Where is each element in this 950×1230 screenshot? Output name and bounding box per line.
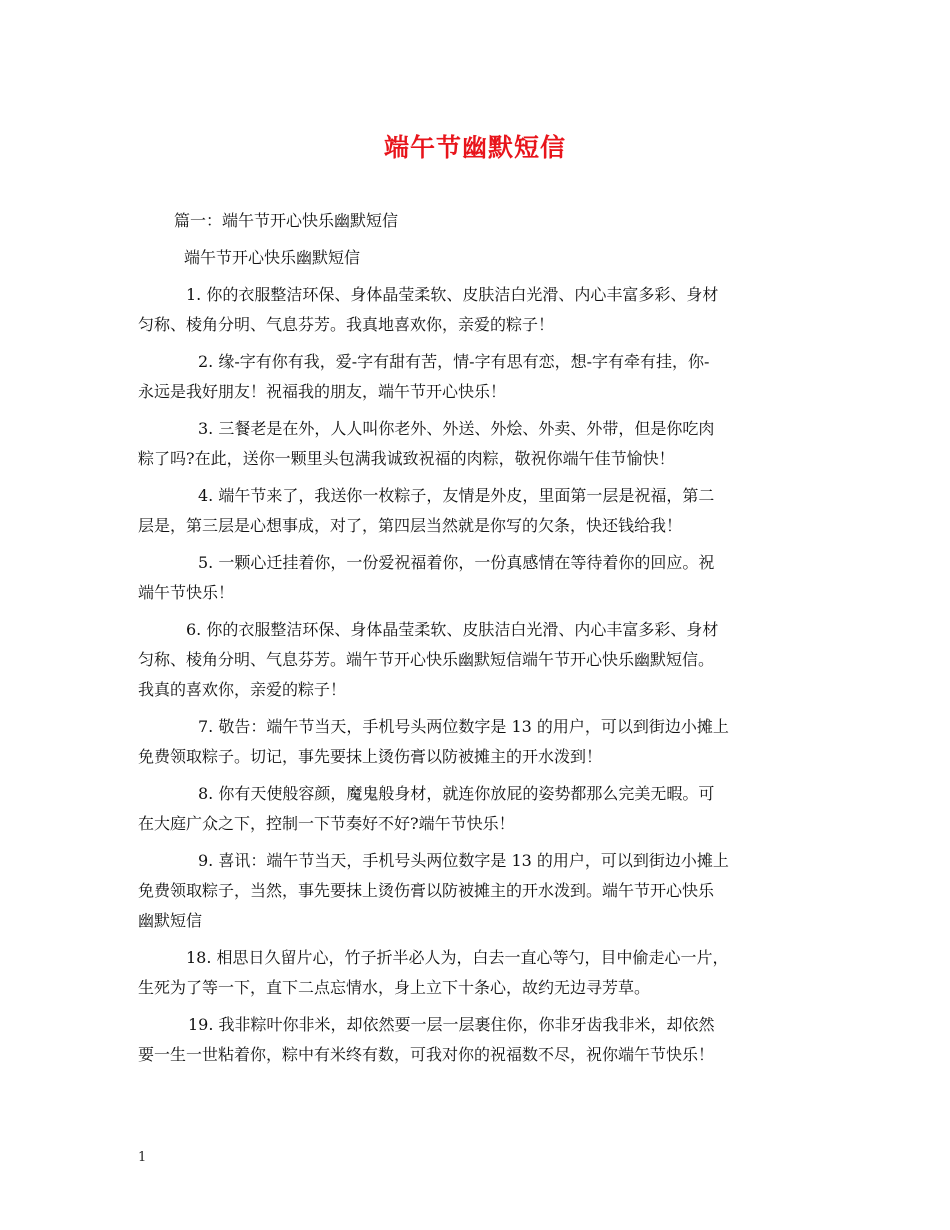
page-number: 1: [138, 1150, 147, 1165]
paragraph: [138, 615, 814, 705]
paragraph-line: 要一生一世粘着你，粽中有米终有数，可我对你的祝福数不尽，祝你端午节快乐！: [138, 1045, 715, 1064]
paragraph: [138, 481, 814, 541]
paragraph-line: 我真的喜欢你，亲爱的粽子！: [138, 680, 347, 699]
paragraph-line: 永远是我好朋友！祝福我的朋友，端午节开心快乐！: [138, 382, 507, 401]
paragraph-line: 7. 敬告：端午节当天，手机号头两位数字是 13 的用户，可以到街边小摊上: [198, 717, 729, 736]
paragraph: [138, 243, 814, 273]
paragraph-line: 1. 你的衣服整洁环保、身体晶莹柔软、皮肤洁白光滑、内心丰富多彩、身材: [186, 285, 719, 304]
paragraph-line: 18. 相思日久留片心，竹子折半必人为，白去一直心等勺，目中偷走心一片，: [186, 948, 729, 967]
paragraph-line: 6. 你的衣服整洁环保、身体晶莹柔软、皮肤洁白光滑、内心丰富多彩、身材: [186, 620, 719, 639]
paragraph-line: 19. 我非粽叶你非米，却依然要一层一层裹住你，你非牙齿我非米，却依然: [188, 1015, 715, 1034]
paragraph-line: 3. 三餐老是在外，人人叫你老外、外送、外烩、外卖、外带，但是你吃肉: [198, 419, 715, 438]
paragraph-line: 粽了吗?在此，送你一颗里头包满我诚致祝福的肉粽，敬祝你端午佳节愉快！: [138, 449, 675, 468]
document-title: 端午节幽默短信: [383, 133, 566, 162]
paragraph: [138, 414, 814, 474]
paragraph: [138, 1010, 814, 1070]
paragraph-line: 4. 端午节来了，我送你一枚粽子，友情是外皮，里面第一层是祝福，第二: [198, 486, 715, 505]
paragraph-line: 层是，第三层是心想事成，对了，第四层当然就是你写的欠条，快还钱给我！: [138, 516, 683, 535]
paragraph: [138, 548, 814, 608]
paragraph: [138, 712, 814, 772]
document-body: [138, 206, 814, 1077]
paragraph-line: 2. 缘-字有你有我，爱-字有甜有苦，情-字有思有恋，想-字有牵有挂，你-: [198, 352, 710, 371]
paragraph-line: 篇一：端午节开心快乐幽默短信: [174, 211, 399, 230]
paragraph-line: 免费领取粽子，当然，事先要抹上烫伤膏以防被摊主的开水泼到。端午节开心快乐: [138, 881, 715, 900]
paragraph-line: 幽默短信: [138, 911, 203, 930]
paragraph-line: 端午节开心快乐幽默短信: [184, 248, 361, 267]
paragraph: [138, 779, 814, 839]
paragraph-line: 匀称、棱角分明、气息芬芳。我真地喜欢你，亲爱的粽子！: [138, 315, 555, 334]
paragraph-line: 8. 你有天使般容颜，魔鬼般身材，就连你放屁的姿势都那么完美无暇。可: [198, 784, 715, 803]
paragraph: [138, 347, 814, 407]
paragraph: [138, 280, 814, 340]
paragraph: [138, 943, 814, 1003]
paragraph-line: 匀称、棱角分明、气息芬芳。端午节开心快乐幽默短信端午节开心快乐幽默短信。: [138, 650, 715, 669]
paragraph: [138, 206, 814, 236]
paragraph-line: 9. 喜讯：端午节当天，手机号头两位数字是 13 的用户，可以到街边小摊上: [198, 851, 729, 870]
paragraph-line: 端午节快乐！: [138, 583, 235, 602]
paragraph: [138, 846, 814, 936]
paragraph-line: 免费领取粽子。切记，事先要抹上烫伤膏以防被摊主的开水泼到！: [138, 747, 603, 766]
paragraph-line: 在大庭广众之下，控制一下节奏好不好?端午节快乐！: [138, 814, 515, 833]
paragraph-line: 生死为了等一下，直下二点忘情水，身上立下十条心，故约无边寻芳草。: [138, 978, 651, 997]
paragraph-line: 5. 一颗心迁挂着你，一份爱祝福着你，一份真感情在等待着你的回应。祝: [198, 553, 715, 572]
